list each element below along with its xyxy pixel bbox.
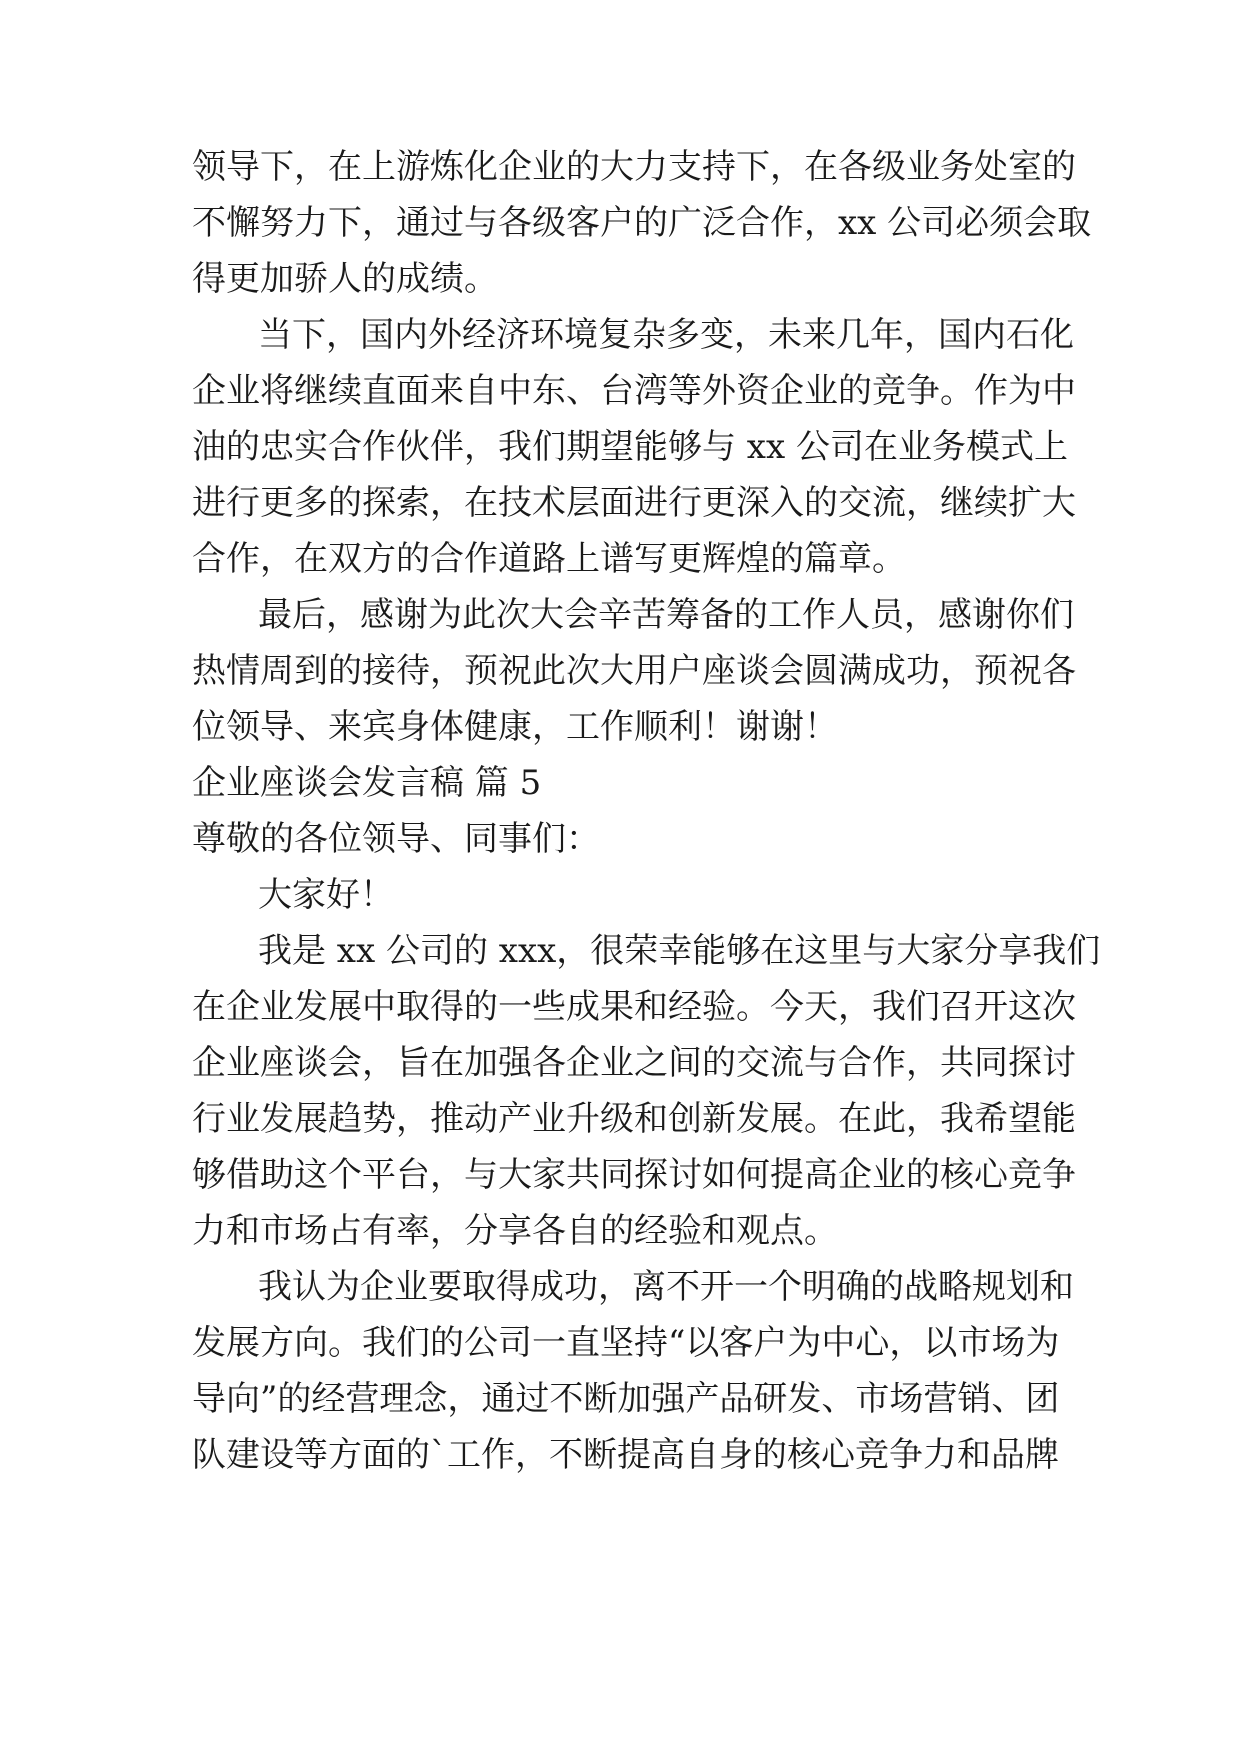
- paragraph-line: 企业座谈会，旨在加强各企业之间的交流与合作，共同探讨: [192, 1043, 1076, 1083]
- paragraph-line: 企业将继续直面来自中东、台湾等外资企业的竞争。作为中: [192, 371, 1076, 411]
- paragraph-line: 热情周到的接待，预祝此次大用户座谈会圆满成功，预祝各: [192, 651, 1076, 691]
- paragraph-line: 队建设等方面的`工作，不断提高自身的核心竞争力和品牌: [192, 1435, 1059, 1475]
- paragraph-line: 导向”的经营理念，通过不断加强产品研发、市场营销、团: [192, 1379, 1060, 1419]
- paragraph-line: 力和市场占有率，分享各自的经验和观点。: [192, 1211, 838, 1251]
- paragraph-line: 合作，在双方的合作道路上谱写更辉煌的篇章。: [192, 539, 906, 579]
- paragraph-line: 够借助这个平台，与大家共同探讨如何提高企业的核心竞争: [192, 1155, 1076, 1195]
- paragraph-line: 最后，感谢为此次大会辛苦筹备的工作人员，感谢你们: [258, 595, 1074, 635]
- paragraph-line: 在企业发展中取得的一些成果和经验。今天，我们召开这次: [192, 987, 1076, 1027]
- paragraph-line: 得更加骄人的成绩。: [192, 259, 498, 299]
- salutation: 尊敬的各位领导、同事们：: [192, 819, 600, 859]
- paragraph-line: 我是 xx 公司的 xxx，很荣幸能够在这里与大家分享我们: [258, 931, 1101, 971]
- greeting: 大家好！: [258, 875, 394, 915]
- paragraph-line: 发展方向。我们的公司一直坚持“以客户为中心，以市场为: [192, 1323, 1060, 1363]
- paragraph-line: 我认为企业要取得成功，离不开一个明确的战略规划和: [258, 1267, 1074, 1307]
- section-heading: 企业座谈会发言稿 篇 5: [192, 763, 542, 803]
- paragraph-line: 油的忠实合作伙伴，我们期望能够与 xx 公司在业务模式上: [192, 427, 1068, 467]
- paragraph-line: 当下，国内外经济环境复杂多变，未来几年，国内石化: [258, 315, 1074, 355]
- paragraph-line: 不懈努力下，通过与各级客户的广泛合作，xx 公司必须会取: [192, 203, 1092, 243]
- paragraph-line: 行业发展趋势，推动产业升级和创新发展。在此，我希望能: [192, 1099, 1076, 1139]
- paragraph-line: 进行更多的探索，在技术层面进行更深入的交流，继续扩大: [192, 483, 1076, 523]
- paragraph-line: 领导下，在上游炼化企业的大力支持下，在各级业务处室的: [192, 147, 1076, 187]
- paragraph-line: 位领导、来宾身体健康，工作顺利！谢谢！: [192, 707, 838, 747]
